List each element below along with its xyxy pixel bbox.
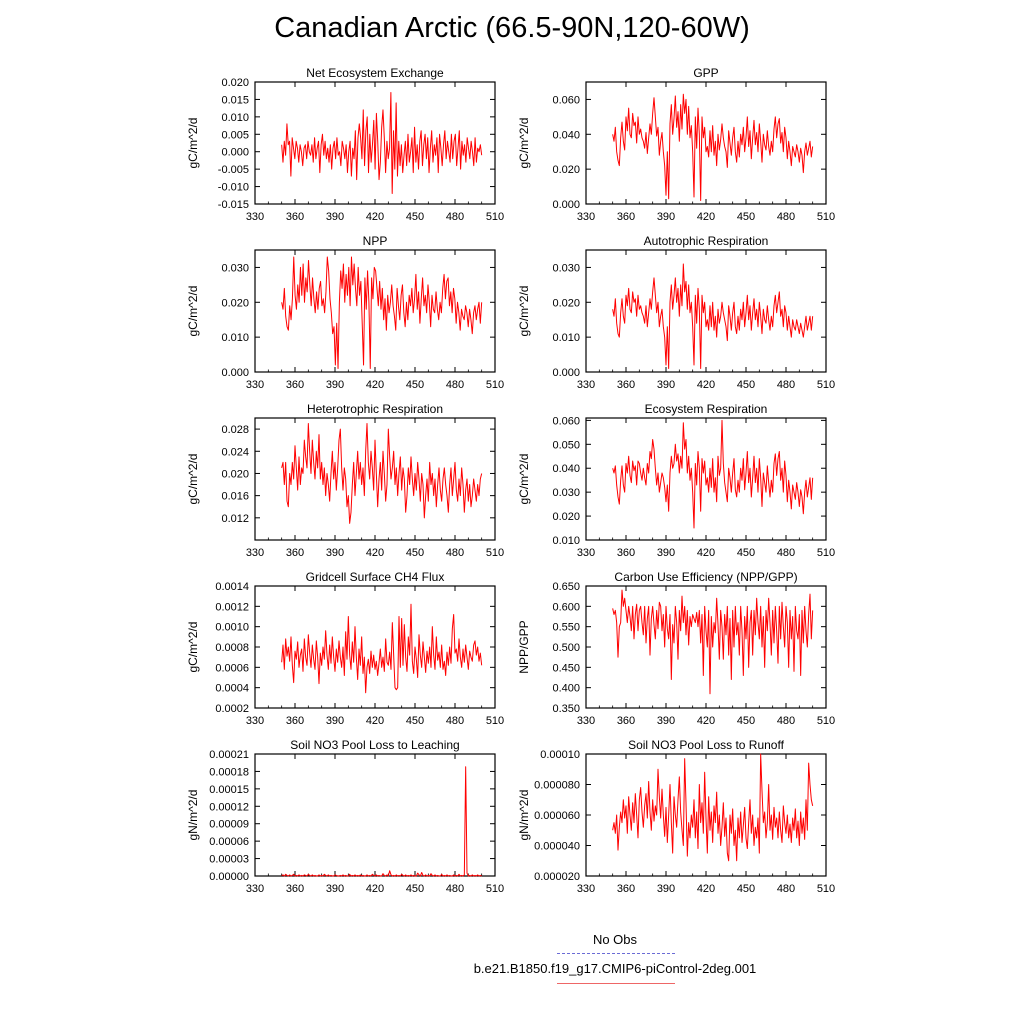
x-tick-label: 450 — [736, 211, 756, 223]
series-line — [282, 767, 482, 876]
x-tick-label: 480 — [445, 547, 465, 559]
y-axis-label: gN/m^2/d — [186, 789, 200, 841]
x-tick-label: 420 — [696, 379, 716, 391]
x-tick-label: 330 — [576, 715, 596, 727]
y-tick-label: 0.020 — [221, 468, 249, 481]
x-tick-label: 360 — [616, 715, 636, 727]
chart-title: Autotrophic Respiration — [643, 234, 769, 248]
x-tick-label: 510 — [485, 211, 505, 223]
y-axis-label: gC/m^2/d — [186, 453, 200, 505]
legend-obs-line — [557, 953, 675, 954]
x-tick-label: 510 — [816, 715, 836, 727]
y-tick-label: 0.030 — [552, 262, 580, 275]
x-tick-label: 390 — [325, 547, 345, 559]
y-tick-label: -0.015 — [217, 199, 249, 211]
legend-model-label: b.e21.B1850.f19_g17.CMIP6-piControl-2deg.001 — [473, 961, 757, 976]
y-tick-label: 0.050 — [552, 439, 580, 452]
x-tick-label: 450 — [736, 379, 756, 391]
y-tick-label: 0.028 — [221, 424, 249, 437]
x-tick-label: 330 — [576, 211, 596, 223]
x-tick-label: 510 — [816, 211, 836, 223]
x-tick-label: 360 — [285, 211, 305, 223]
y-tick-label: 0.024 — [221, 446, 249, 459]
x-tick-label: 330 — [576, 883, 596, 895]
series-line — [282, 257, 482, 369]
x-tick-label: 480 — [776, 379, 796, 391]
y-axis-label: gC/m^2/d — [517, 117, 531, 169]
y-tick-label: 0.00021 — [209, 749, 249, 761]
y-axis-label: gC/m^2/d — [186, 621, 200, 673]
y-tick-label: 0.040 — [552, 463, 580, 476]
y-tick-label: 0.016 — [221, 490, 249, 503]
y-tick-label: 0.450 — [552, 662, 580, 675]
series-line — [613, 590, 813, 694]
y-tick-label: -0.005 — [217, 164, 249, 177]
x-tick-label: 330 — [245, 547, 265, 559]
y-tick-label: 0.000 — [552, 367, 580, 379]
y-tick-label: 0.020 — [552, 297, 580, 310]
x-tick-label: 420 — [365, 211, 385, 223]
chart-1 — [517, 66, 835, 223]
x-tick-label: 360 — [285, 715, 305, 727]
series-line — [282, 424, 482, 524]
chart-3 — [517, 234, 835, 391]
x-tick-label: 390 — [656, 211, 676, 223]
x-tick-label: 420 — [696, 715, 716, 727]
series-line — [613, 420, 813, 528]
y-axis-label: NPP/GPP — [517, 620, 531, 674]
y-tick-label: 0.012 — [221, 512, 249, 525]
plot-frame — [255, 754, 495, 876]
x-tick-label: 330 — [245, 211, 265, 223]
x-tick-label: 480 — [776, 211, 796, 223]
x-tick-label: 480 — [445, 211, 465, 223]
chart-9 — [517, 738, 835, 895]
y-tick-label: 0.000020 — [534, 871, 580, 883]
y-axis-label: gC/m^2/d — [186, 117, 200, 169]
x-tick-label: 330 — [245, 379, 265, 391]
chart-title: NPP — [362, 234, 388, 248]
y-tick-label: 0.400 — [552, 682, 580, 695]
x-tick-label: 420 — [365, 715, 385, 727]
x-tick-label: 450 — [405, 211, 425, 223]
x-tick-label: 450 — [405, 379, 425, 391]
x-tick-label: 480 — [445, 715, 465, 727]
x-tick-label: 330 — [245, 883, 265, 895]
x-tick-label: 360 — [285, 379, 305, 391]
y-tick-label: 0.00003 — [209, 853, 249, 866]
x-tick-label: 480 — [776, 715, 796, 727]
x-tick-label: 360 — [616, 883, 636, 895]
chart-title: Gridcell Surface CH4 Flux — [305, 570, 445, 584]
x-tick-label: 420 — [365, 883, 385, 895]
x-tick-label: 450 — [405, 883, 425, 895]
x-tick-label: 360 — [616, 211, 636, 223]
series-line — [613, 264, 813, 369]
chart-title: Carbon Use Efficiency (NPP/GPP) — [614, 570, 798, 584]
x-tick-label: 390 — [325, 715, 345, 727]
x-tick-label: 480 — [776, 547, 796, 559]
series-line — [613, 94, 813, 200]
y-tick-label: 0.030 — [552, 487, 580, 500]
chart-7 — [517, 570, 835, 727]
y-tick-label: 0.350 — [552, 703, 580, 715]
x-tick-label: 510 — [485, 883, 505, 895]
x-tick-label: 360 — [616, 379, 636, 391]
y-tick-label: 0.000 — [221, 146, 249, 159]
x-tick-label: 390 — [656, 379, 676, 391]
x-tick-label: 420 — [696, 883, 716, 895]
x-tick-label: 510 — [485, 379, 505, 391]
y-tick-label: 0.00006 — [209, 836, 249, 849]
x-tick-label: 450 — [736, 883, 756, 895]
x-tick-label: 390 — [656, 547, 676, 559]
y-tick-label: 0.0008 — [215, 642, 249, 654]
x-tick-label: 390 — [656, 715, 676, 727]
y-axis-label: gN/m^2/d — [517, 789, 531, 841]
x-tick-label: 390 — [325, 211, 345, 223]
series-line — [613, 754, 813, 861]
x-tick-label: 360 — [285, 883, 305, 895]
page-title: Canadian Arctic (66.5-90N,120-60W) — [274, 12, 750, 44]
chart-title: Soil NO3 Pool Loss to Leaching — [290, 738, 460, 752]
chart-2 — [186, 234, 504, 391]
legend-model-line — [557, 983, 675, 984]
y-tick-label: 0.020 — [221, 297, 249, 310]
x-tick-label: 510 — [485, 715, 505, 727]
x-tick-label: 480 — [445, 379, 465, 391]
chart-title: Heterotrophic Respiration — [306, 402, 444, 416]
chart-4 — [186, 402, 504, 559]
x-tick-label: 330 — [576, 547, 596, 559]
y-tick-label: -0.010 — [217, 181, 249, 194]
y-tick-label: 0.030 — [221, 262, 249, 275]
x-tick-label: 420 — [696, 547, 716, 559]
y-tick-label: 0.005 — [221, 129, 249, 142]
plot-frame — [255, 82, 495, 204]
y-axis-label: gC/m^2/d — [517, 453, 531, 505]
chart-title: Soil NO3 Pool Loss to Runoff — [628, 738, 784, 752]
chart-title: GPP — [693, 66, 719, 80]
chart-0 — [186, 66, 504, 223]
x-tick-label: 480 — [445, 883, 465, 895]
y-tick-label: 0.00018 — [209, 766, 249, 779]
x-tick-label: 510 — [816, 883, 836, 895]
series-line — [282, 604, 482, 692]
y-axis-label: gC/m^2/d — [186, 285, 200, 337]
y-tick-label: 0.010 — [552, 332, 580, 345]
x-tick-label: 420 — [365, 547, 385, 559]
y-tick-label: 0.020 — [221, 77, 249, 89]
x-tick-label: 390 — [325, 883, 345, 895]
chart-5 — [517, 402, 835, 559]
x-tick-label: 360 — [285, 547, 305, 559]
x-tick-label: 390 — [656, 883, 676, 895]
chart-6 — [186, 570, 504, 727]
x-tick-label: 330 — [245, 715, 265, 727]
x-tick-label: 510 — [485, 547, 505, 559]
y-axis-label: gC/m^2/d — [517, 285, 531, 337]
y-tick-label: 0.060 — [552, 94, 580, 107]
y-tick-label: 0.0014 — [215, 581, 249, 593]
x-tick-label: 450 — [736, 547, 756, 559]
y-tick-label: 0.600 — [552, 601, 580, 614]
x-tick-label: 390 — [325, 379, 345, 391]
y-tick-label: 0.0012 — [215, 601, 249, 614]
y-tick-label: 0.010 — [221, 332, 249, 345]
x-tick-label: 420 — [365, 379, 385, 391]
y-tick-label: 0.650 — [552, 581, 580, 593]
y-tick-label: 0.0002 — [215, 703, 249, 715]
x-tick-label: 510 — [816, 547, 836, 559]
y-tick-label: 0.010 — [221, 111, 249, 124]
y-tick-label: 0.00000 — [209, 871, 249, 883]
y-tick-label: 0.010 — [552, 535, 580, 547]
chart-8 — [186, 738, 504, 895]
y-tick-label: 0.00015 — [209, 783, 249, 796]
legend-obs-label: No Obs — [592, 932, 638, 947]
y-tick-label: 0.000060 — [534, 810, 580, 822]
y-tick-label: 0.0010 — [215, 621, 249, 634]
y-tick-label: 0.000040 — [534, 840, 580, 853]
chart-title: Net Ecosystem Exchange — [306, 66, 444, 80]
x-tick-label: 330 — [576, 379, 596, 391]
y-tick-label: 0.060 — [552, 415, 580, 428]
y-tick-label: 0.040 — [552, 129, 580, 142]
y-tick-label: 0.000 — [221, 367, 249, 379]
y-tick-label: 0.00012 — [209, 801, 249, 814]
y-tick-label: 0.0004 — [215, 682, 249, 695]
y-tick-label: 0.00010 — [540, 749, 580, 761]
y-tick-label: 0.000080 — [534, 779, 580, 792]
y-tick-label: 0.0006 — [215, 662, 249, 675]
y-tick-label: 0.550 — [552, 621, 580, 634]
x-tick-label: 360 — [616, 547, 636, 559]
plot-frame — [586, 586, 826, 708]
y-tick-label: 0.020 — [552, 511, 580, 524]
x-tick-label: 480 — [776, 883, 796, 895]
y-tick-label: 0.500 — [552, 642, 580, 654]
series-line — [282, 92, 482, 193]
chart-title: Ecosystem Respiration — [644, 402, 768, 416]
x-tick-label: 450 — [405, 715, 425, 727]
x-tick-label: 510 — [816, 379, 836, 391]
y-tick-label: 0.015 — [221, 94, 249, 107]
x-tick-label: 420 — [696, 211, 716, 223]
y-tick-label: 0.020 — [552, 164, 580, 177]
x-tick-label: 450 — [736, 715, 756, 727]
plot-frame — [586, 250, 826, 372]
y-tick-label: 0.000 — [552, 199, 580, 211]
y-tick-label: 0.00009 — [209, 818, 249, 831]
x-tick-label: 450 — [405, 547, 425, 559]
